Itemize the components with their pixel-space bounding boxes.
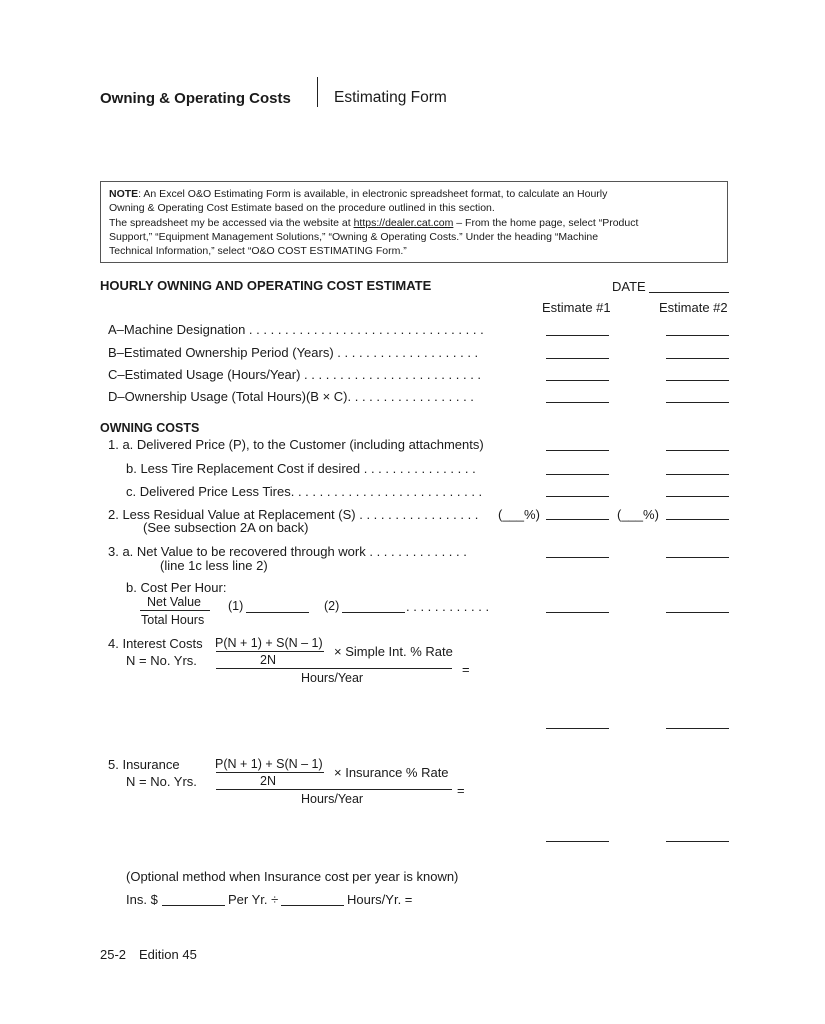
dealer-link[interactable]: https://dealer.cat.com — [353, 217, 454, 229]
est2-item-3b[interactable] — [666, 612, 729, 613]
est2-item-1a[interactable] — [666, 450, 729, 451]
item-3b-option-2: (2) — [324, 599, 340, 613]
item-2-percent-1[interactable]: (___%) — [498, 507, 540, 522]
est2-machine-designation[interactable] — [666, 335, 729, 336]
form-title: Estimating Form — [334, 89, 447, 106]
item-4-formula: P(N + 1) + S(N – 1) — [215, 636, 323, 650]
item-3a-subnote: (line 1c less line 2) — [160, 558, 268, 573]
item-4-inner-bar — [216, 651, 324, 652]
est1-item-1a[interactable] — [546, 450, 609, 451]
page-number: 25-2 — [100, 947, 127, 962]
est1-item-5[interactable] — [546, 841, 609, 842]
item-3b-denominator: Total Hours — [141, 613, 205, 627]
item-3b-option-1-field[interactable] — [246, 612, 309, 613]
edition-label: Edition 45 — [139, 947, 197, 962]
item-4-n-def: N = No. Yrs. — [126, 653, 197, 668]
est1-item-3a[interactable] — [546, 557, 609, 558]
est1-item-1b[interactable] — [546, 474, 609, 475]
form-heading: HOURLY OWNING AND OPERATING COST ESTIMATE — [100, 278, 432, 293]
est2-ownership-period[interactable] — [666, 358, 729, 359]
item-5-inner-bar — [216, 772, 324, 773]
optional-insurance-note: (Optional method when Insurance cost per year is known) — [126, 869, 459, 884]
item-4-hours: Hours/Year — [301, 671, 364, 685]
date-field[interactable] — [649, 292, 729, 293]
est2-item-3a[interactable] — [666, 557, 729, 558]
item-2: 2. Less Residual Value at Replacement (S) . . . . . . . . . . . . . . . . . — [108, 507, 479, 522]
est1-estimated-usage[interactable] — [546, 380, 609, 381]
est2-item-4[interactable] — [666, 728, 729, 729]
section-title: Owning & Operating Costs — [100, 90, 291, 107]
note-line-3: The spreadsheet my be accessed via the website at https://dealer.cat.com – From the home page, select “Product — [109, 217, 639, 229]
item-1c: c. Delivered Price Less Tires. . . . . . . . . . . . . . . . . . . . . . . . . . . — [126, 484, 483, 499]
item-5-main-bar — [216, 789, 452, 790]
est2-item-5[interactable] — [666, 841, 729, 842]
est2-item-1b[interactable] — [666, 474, 729, 475]
item-3b-leader: . . . . . . . . . . . . — [406, 599, 490, 614]
est1-item-4[interactable] — [546, 728, 609, 729]
item-4-rate: × Simple Int. % Rate — [334, 644, 453, 659]
item-4-main-bar — [216, 668, 452, 669]
est1-item-1c[interactable] — [546, 496, 609, 497]
item-1a: 1. a. Delivered Price (P), to the Customer (including attachments) — [108, 437, 484, 452]
est1-machine-designation[interactable] — [546, 335, 609, 336]
item-5-equals: = — [457, 783, 465, 798]
est2-ownership-usage[interactable] — [666, 402, 729, 403]
item-5-rate: × Insurance % Rate — [334, 765, 449, 780]
est1-item-2[interactable] — [546, 519, 609, 520]
item-4-label: 4. Interest Costs — [108, 636, 203, 651]
item-2-percent-2[interactable]: (___%) — [617, 507, 659, 522]
row-ownership-period: B–Estimated Ownership Period (Years) . . . . . . . . . . . . . . . . . . . . — [108, 345, 479, 360]
ins-hours-label: Hours/Yr. = — [347, 892, 413, 907]
item-5-n-def: N = No. Yrs. — [126, 774, 197, 789]
ins-per-year-field[interactable] — [162, 905, 225, 906]
note-line-5: Technical Information,” select “O&O COST ESTIMATING Form.” — [109, 245, 407, 257]
item-3b-fraction-bar — [140, 610, 210, 611]
item-2-subnote: (See subsection 2A on back) — [143, 520, 309, 535]
item-3b-numerator: Net Value — [147, 595, 201, 609]
est2-item-2[interactable] — [666, 519, 729, 520]
date-label: DATE — [612, 279, 646, 294]
row-estimated-usage: C–Estimated Usage (Hours/Year) . . . . . . . . . . . . . . . . . . . . . . . . . — [108, 367, 482, 382]
note-label: NOTE — [109, 188, 139, 200]
estimate-2-header: Estimate #2 — [659, 300, 728, 315]
item-3a: 3. a. Net Value to be recovered through work . . . . . . . . . . . . . . — [108, 544, 467, 559]
header-divider — [317, 77, 318, 107]
item-5-denominator: 2N — [260, 774, 276, 788]
item-5-hours: Hours/Year — [301, 792, 364, 806]
est1-item-3b[interactable] — [546, 612, 609, 613]
note-box — [100, 181, 728, 263]
estimate-1-header: Estimate #1 — [542, 300, 611, 315]
est2-estimated-usage[interactable] — [666, 380, 729, 381]
item-3b-option-1: (1) — [228, 599, 244, 613]
note-line-2: Owning & Operating Cost Estimate based on the procedure outlined in this section. — [109, 202, 495, 214]
item-1b: b. Less Tire Replacement Cost if desired . . . . . . . . . . . . . . . . — [126, 461, 476, 476]
ins-prefix: Ins. $ — [126, 892, 158, 907]
item-4-equals: = — [462, 662, 470, 677]
est1-ownership-usage[interactable] — [546, 402, 609, 403]
row-ownership-usage: D–Ownership Usage (Total Hours)(B × C). . . . . . . . . . . . . . . . . . — [108, 389, 474, 404]
est2-item-1c[interactable] — [666, 496, 729, 497]
row-machine-designation: A–Machine Designation . . . . . . . . . . . . . . . . . . . . . . . . . . . . . . . . . — [108, 322, 484, 337]
item-4-denominator: 2N — [260, 653, 276, 667]
owning-costs-heading: OWNING COSTS — [100, 421, 200, 435]
est1-ownership-period[interactable] — [546, 358, 609, 359]
item-5-label: 5. Insurance — [108, 757, 180, 772]
note-line-1: NOTE: An Excel O&O Estimating Form is available, in electronic spreadsheet format, to calculate an Hourly — [109, 188, 608, 200]
item-5-formula: P(N + 1) + S(N – 1) — [215, 757, 323, 771]
item-3b-option-2-field[interactable] — [342, 612, 405, 613]
note-line-4: Support,” “Equipment Management Solutions,” “Owning & Operating Costs.” Under the heading “Machine — [109, 231, 599, 243]
item-3b: b. Cost Per Hour: — [126, 580, 227, 595]
ins-per-year-label: Per Yr. ÷ — [228, 892, 279, 907]
ins-hours-field[interactable] — [281, 905, 344, 906]
